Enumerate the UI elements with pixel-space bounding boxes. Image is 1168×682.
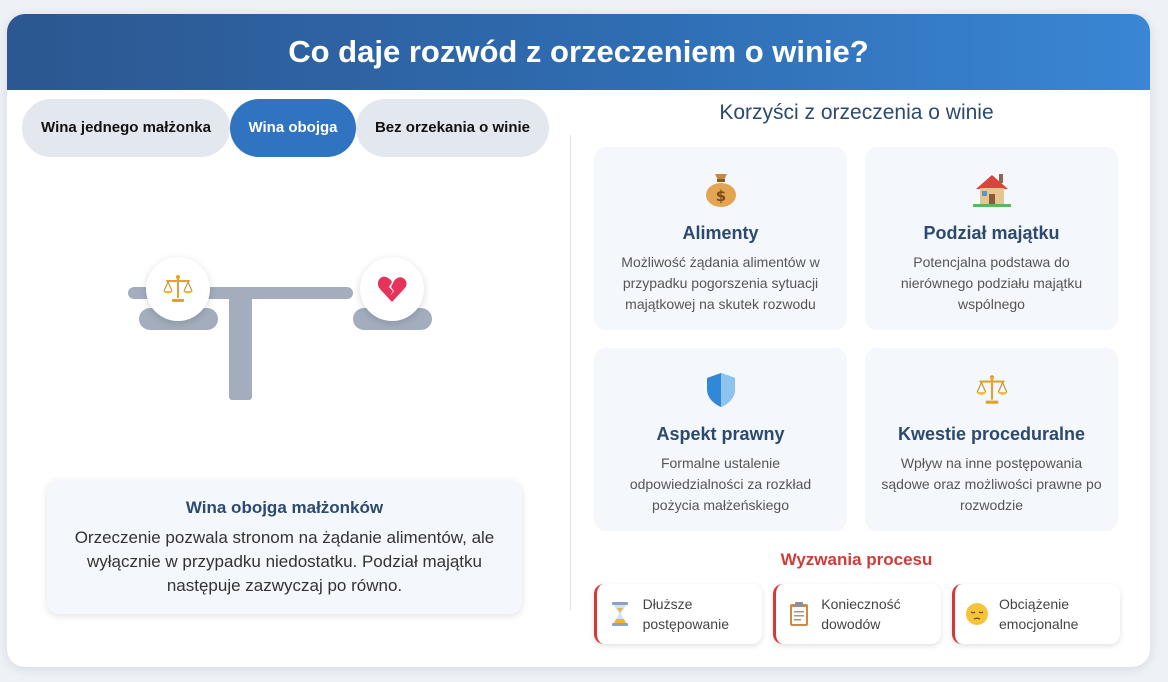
benefit-title: Alimenty [682,223,759,243]
money-bag-icon [594,169,847,209]
benefit-card-property [865,147,1118,330]
challenge-label: Dłuższe postępowanie [642,596,729,632]
benefits-title: Korzyści z orzeczenia o winie [719,101,994,124]
header [7,14,1150,90]
benefit-card-legal [594,348,847,531]
tab-one-spouse[interactable]: Wina jednego małżonka [22,99,230,157]
shield-icon [594,370,847,410]
benefit-title: Kwestie proceduralne [897,424,1086,444]
scales-icon [865,370,1118,410]
info-box [47,480,522,614]
challenge-label: Konieczność dowodów [821,596,901,632]
page-title: Co daje rozwód z orzeczeniem o winie? [288,34,869,69]
benefit-card-procedural [865,348,1118,531]
clipboard-icon [786,602,811,626]
column-divider [570,135,571,610]
challenge-label: Obciążenie emocjonalne [999,596,1079,632]
tab-no-fault[interactable]: Bez orzekania o winie [356,99,549,157]
benefit-desc: Formalne ustalenie odpowiedzialności za rozkład pożycia małżeńskiego [629,455,812,513]
challenge-evidence [773,584,941,644]
challenge-emotional [952,584,1120,644]
challenge-longer-proceedings [594,584,762,644]
house-icon [865,169,1118,209]
benefit-desc: Potencjalna podstawa do nierównego podziału majątku wspólnego [900,254,1083,312]
scale-illustration [125,270,445,410]
challenges-title: Wyzwania procesu [780,550,933,569]
info-text: Orzeczenie pozwala stronom na żądanie alimentów, ale wyłącznie w przypadku niedostatku. Podział majątku następuje zazwyczaj po równo. [74,528,495,595]
hourglass-icon [607,602,633,626]
tab-both-spouses[interactable]: Wina obojga [230,99,356,157]
benefit-title: Aspekt prawny [656,424,785,444]
benefit-title: Podział majątku [923,223,1060,243]
benefit-card-alimony [594,147,847,330]
info-title: Wina obojga małżonków [185,498,384,517]
fault-tabs [22,99,549,157]
benefit-desc: Wpływ na inne postępowania sądowe oraz możliwości prawne po rozwodzie [881,455,1102,513]
svg-text:$: $ [715,187,726,205]
pensive-face-icon [965,602,989,626]
scale-post [229,294,252,400]
broken-heart-icon [360,257,424,321]
scales-icon [146,257,210,321]
benefit-desc: Możliwość żądania alimentów w przypadku pogorszenia sytuacji majątkowej na skutek rozwodu [621,254,820,312]
